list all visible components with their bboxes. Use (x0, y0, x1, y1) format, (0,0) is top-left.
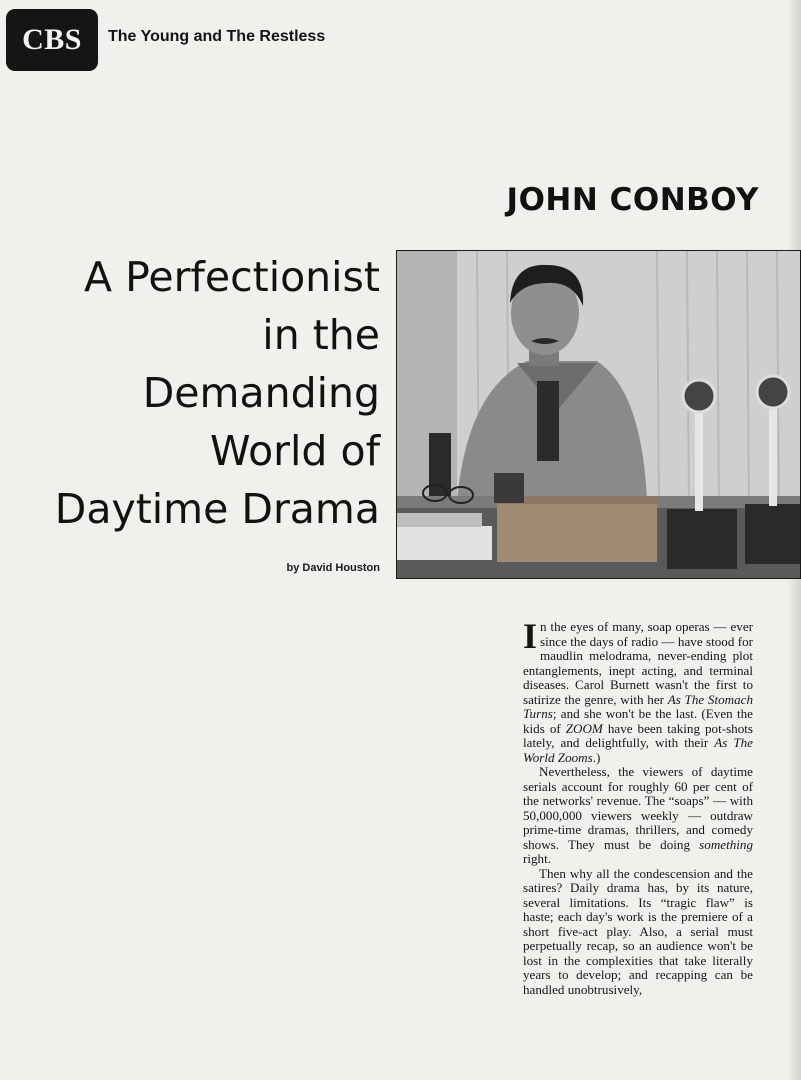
article-paragraph (523, 765, 753, 867)
headline-line: Daytime Drama (54, 485, 380, 533)
article-text: have been taking pot-shots lately, and delightfully, with their (523, 720, 753, 750)
byline: by David Houston (286, 562, 380, 574)
headline-line: A Perfectionist (84, 253, 380, 301)
headline-line: in the (262, 311, 380, 359)
portrait-photo (396, 250, 801, 579)
article-paragraph: Then why all the condescension and the satires? Daily drama has, by its nature, several limitations. Its “tragic flaw” is haste; each day's work is the premiere of a short five-act play. Also, a serial must perpetually recap, so an audience won't be lost in the complexities that take literally years to develop; and recapping can be handled unobtrusively, (523, 865, 753, 997)
article-italic: ZOOM (565, 720, 603, 736)
article-text: ; and she won't be the last. (Even the kids of (523, 706, 753, 736)
headline-line: World of (209, 427, 380, 475)
article-italic: something (699, 836, 753, 852)
article-paragraph (523, 616, 753, 765)
show-title: The Young and The Restless (108, 28, 326, 45)
cbs-logo (6, 9, 98, 71)
cbs-logo-text: CBS (22, 23, 82, 56)
article-text: .) (592, 749, 601, 765)
article-text: Nevertheless, the viewers of daytime serials account for roughly 60 per cent of the networks' revenue. The “soaps” — with 50,000,000 viewers weekly — outdraw prime-time dramas, thrillers, and comedy shows. They must be doing (523, 764, 753, 852)
headline-line: Demanding (142, 369, 380, 417)
article-text: right. (523, 851, 552, 866)
article-body (523, 616, 753, 997)
article-italic: As The World Zooms (523, 735, 753, 765)
drop-cap: I (523, 616, 538, 656)
subject-name: JOHN CONBOY (506, 182, 759, 218)
headline (0, 248, 380, 538)
article-italic: As The Stomach Turns (523, 691, 753, 721)
portrait-photo-illustration (397, 251, 801, 579)
article-text: n the eyes of many, soap operas — ever since the days of radio — have stood for maudlin melodrama, never-ending plot entanglements, inept acting, and terminal diseases. Carol Burnett wasn't the first to satirize the genre, with her (523, 619, 753, 707)
